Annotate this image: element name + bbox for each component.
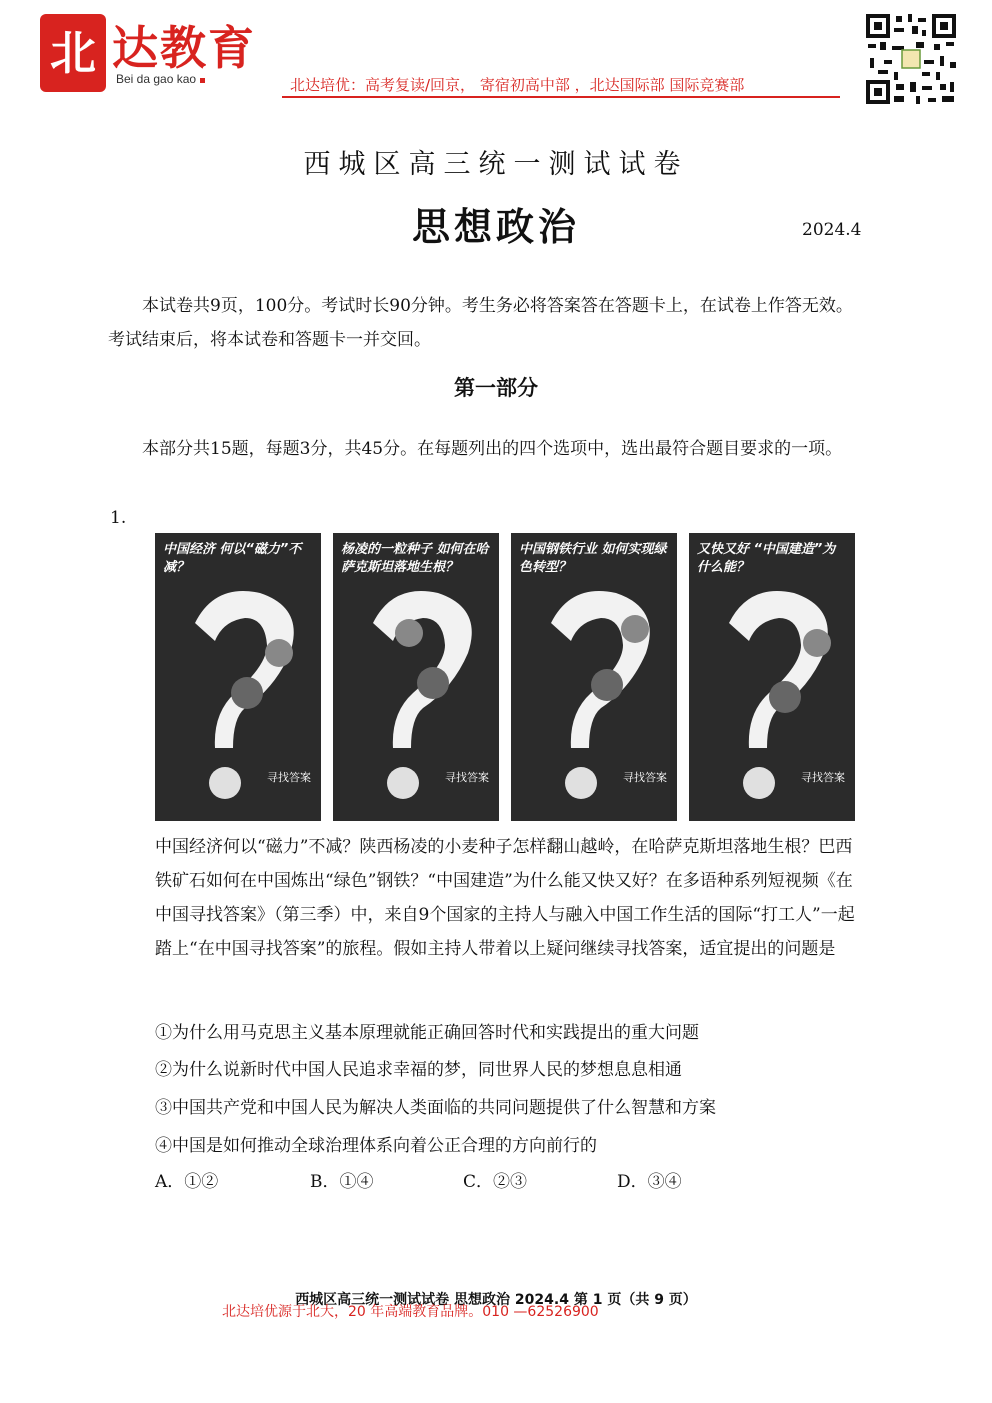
- logo-subtitle: [116, 72, 205, 86]
- poster-2: [333, 533, 499, 821]
- poster-4: [689, 533, 855, 821]
- poster-title: 中国钢铁行业 如何实现绿色转型？: [519, 542, 667, 575]
- part-title: 第一部分: [454, 376, 538, 400]
- exam-instructions: 本试卷共9页，100分。考试时长90分钟。考生务必将答案答在答题卡上，在试卷上作答无效。考试结束后，将本试卷和答题卡一并交回。: [108, 296, 853, 350]
- poster-brand: 寻找答案: [623, 771, 667, 784]
- choice-c[interactable]: C．②③: [463, 1172, 528, 1192]
- page-footer: 西城区高三统一测试试卷 思想政治 2024.4 第 1 页（共 9 页）: [295, 1292, 697, 1308]
- choice-d[interactable]: D．③④: [617, 1172, 682, 1192]
- header-slogan: 北达培优：高考复读/回京， 寄宿初高中部 ，北达国际部 国际竞赛部: [290, 76, 745, 94]
- logo-char: 北: [50, 26, 96, 80]
- question-number: 1.: [110, 508, 127, 528]
- statement-1: ①为什么用马克思主义基本原理就能正确回答时代和实践提出的重大问题: [155, 1023, 699, 1043]
- header-rule: [282, 96, 840, 98]
- poster-title: 杨凌的一粒种子 如何在哈萨克斯坦落地生根？: [341, 542, 489, 575]
- logo-dot-icon: [200, 78, 205, 83]
- answer-choices: [155, 1167, 865, 1197]
- statement-2: ②为什么说新时代中国人民追求幸福的梦，同世界人民的梦想息息相通: [155, 1060, 682, 1080]
- qr-code-icon: [864, 12, 958, 106]
- poster-title: 又快又好 “中国建造”为什么能？: [697, 542, 836, 575]
- logo-mark: [40, 14, 106, 92]
- poster-3: [511, 533, 677, 821]
- poster-brand: 寻找答案: [445, 771, 489, 784]
- question-stem: 中国经济何以“磁力”不减？陕西杨凌的小麦种子怎样翻山越岭，在哈萨克斯坦落地生根？巴西铁矿石如何在中国炼出“绿色”钢铁？“中国建造”为什么能又快又好？在多语种系列短视频《在中国寻找答案》（第三季）中，来自9个国家的主持人与融入中国工作生活的国际“打工人”一起踏上“在中国寻找答案”的旅程。假如主持人带着以上疑问继续寻找答案，适宜提出的问题是: [155, 837, 855, 959]
- part-description: 本部分共15题，每题3分，共45分。在每题列出的四个选项中，选出最符合题目要求的一项。: [142, 439, 843, 459]
- choice-b[interactable]: B．①④: [310, 1172, 374, 1192]
- question-image-posters: [155, 533, 855, 821]
- poster-brand: 寻找答案: [801, 771, 845, 784]
- poster-title: 中国经济 何以“磁力”不减？: [163, 542, 302, 575]
- poster-1: [155, 533, 321, 821]
- exam-title: 西城区高三统一测试试卷: [303, 149, 689, 180]
- subject-title: 思想政治: [411, 205, 580, 249]
- footer-advert: 北达培优源于北大，20 年高端教育品牌。010 —62526900: [222, 1304, 599, 1320]
- logo-subtitle-text: Bei da gao kao: [116, 72, 197, 86]
- poster-brand: 寻找答案: [267, 771, 311, 784]
- choice-a[interactable]: A．①②: [155, 1172, 219, 1192]
- statement-4: ④中国是如何推动全球治理体系向着公正合理的方向前行的: [155, 1136, 597, 1156]
- logo-text: 达教育: [112, 21, 256, 75]
- statement-3: ③中国共产党和中国人民为解决人类面临的共同问题提供了什么智慧和方案: [155, 1098, 716, 1118]
- exam-date: 2024.4: [802, 220, 862, 240]
